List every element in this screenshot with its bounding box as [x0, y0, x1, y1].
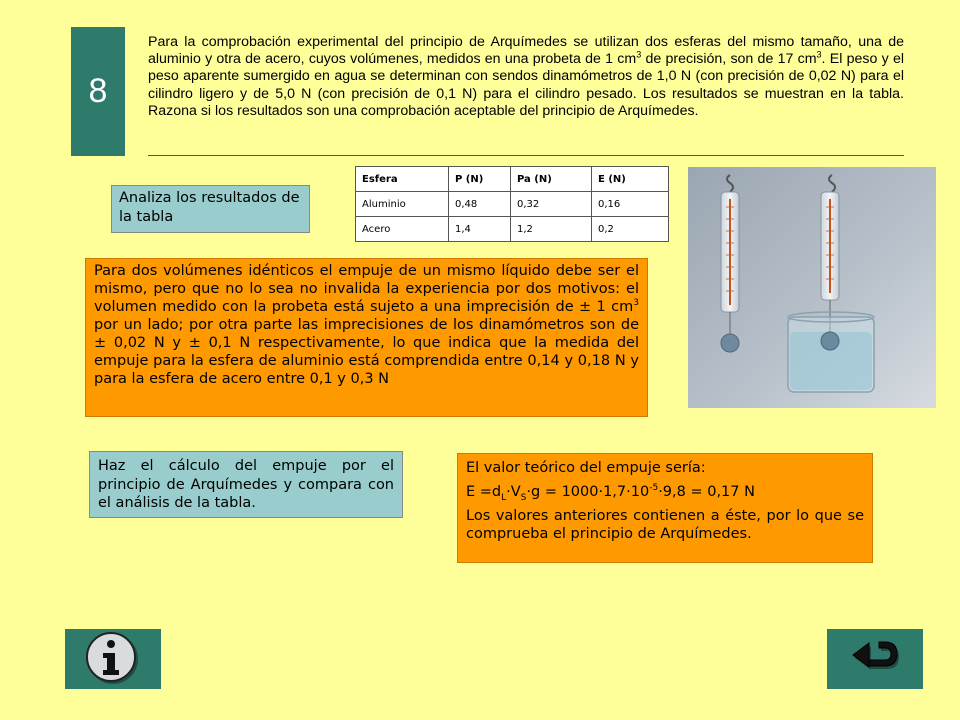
table-header-row [356, 167, 669, 192]
divider-line [148, 155, 904, 156]
slide-number-box [71, 27, 125, 156]
table-cell: Aluminio [356, 192, 449, 217]
answer1-text-2: por un lado; por otra parte las imprecisiones de los dinamómetros son de ± 0,02 N y ± 0,1 N respectivamente, lo que indica que la medida del empuje para la esfera de aluminio está comprendida entre 0,14 y 0,18 N y para la esfera de acero entre 0,1 y 0,3 N [94, 317, 639, 387]
slide-number: 8 [88, 72, 108, 110]
intro-text-1: Para la comprobación experimental del principio de Arquímedes se utilizan dos esferas del mismo tamaño, una de aluminio y otra de acero, cuyos volúmenes, medidos en una probeta de 1 cm [148, 34, 904, 68]
answer-box-analysis [85, 258, 648, 417]
table-row [356, 217, 669, 242]
answer2-conclusion: Los valores anteriores contienen a éste, por lo que se comprueba el principio de Arquímedes. [466, 508, 864, 542]
intro-sup-1: 3 [636, 49, 642, 60]
return-arrow-icon [845, 639, 905, 679]
question-box-analyze: Analiza los resultados de la tabla [111, 185, 310, 233]
formula-sub: L [501, 492, 507, 503]
formula-part: ·9,8 = 0,17 N [658, 484, 755, 500]
table-cell: 0,32 [511, 192, 592, 217]
table-cell: 1,2 [511, 217, 592, 242]
info-icon [86, 632, 140, 686]
formula-part: ·V [506, 484, 521, 500]
answer2-formula [466, 483, 864, 501]
intro-sup-2: 3 [816, 49, 822, 60]
formula-part: E =d [466, 484, 502, 500]
formula-sup: -5 [649, 483, 659, 494]
answer2-line1: El valor teórico del empuje sería: [466, 460, 706, 476]
table-header-cell: Pa (N) [511, 167, 592, 192]
table-cell: 1,4 [449, 217, 511, 242]
results-table [355, 166, 669, 242]
dynamometer-experiment-image [688, 167, 936, 408]
answer-box-calculation [457, 453, 873, 563]
table-row [356, 192, 669, 217]
answer1-text-1: Para dos volúmenes idénticos el empuje de un mismo líquido debe ser el mismo, pero que no lo sea no invalida la experiencia por dos motivos: el volumen medido con la probeta está sujeto a una imprecisión de ± 1 cm [94, 263, 639, 315]
table-cell: 0,2 [592, 217, 669, 242]
table-cell: 0,48 [449, 192, 511, 217]
formula-part: ·g = 1000·1,7·10 [526, 484, 650, 500]
intro-text-2: de precisión, son de 17 cm [641, 51, 817, 68]
table-header-cell: P (N) [449, 167, 511, 192]
info-button[interactable] [65, 629, 161, 689]
problem-statement [148, 34, 904, 120]
formula-sub: S [520, 492, 527, 503]
table-header-cell: E (N) [592, 167, 669, 192]
table-cell: Acero [356, 217, 449, 242]
intro-text-3: . El peso y el peso aparente sumergido en agua se determinan con sendos dinamómetros de 1,0 N (con precisión de 0,02 N) para el cilindro ligero y de 5,0 N (con precisión de 0,1 N) para el cilindro pesado. Los resultados se muestran en la tabla. Razona si los resultados son una comprobación aceptable del principio de Arquímedes. [148, 51, 904, 119]
table-cell: 0,16 [592, 192, 669, 217]
answer1-sup: 3 [633, 298, 639, 309]
table-header-cell: Esfera [356, 167, 449, 192]
dynamometer-illustration [688, 167, 936, 408]
question-box-calculate: Haz el cálculo del empuje por el principio de Arquímedes y compara con el análisis de la tabla. [89, 451, 403, 518]
return-button[interactable] [827, 629, 923, 689]
